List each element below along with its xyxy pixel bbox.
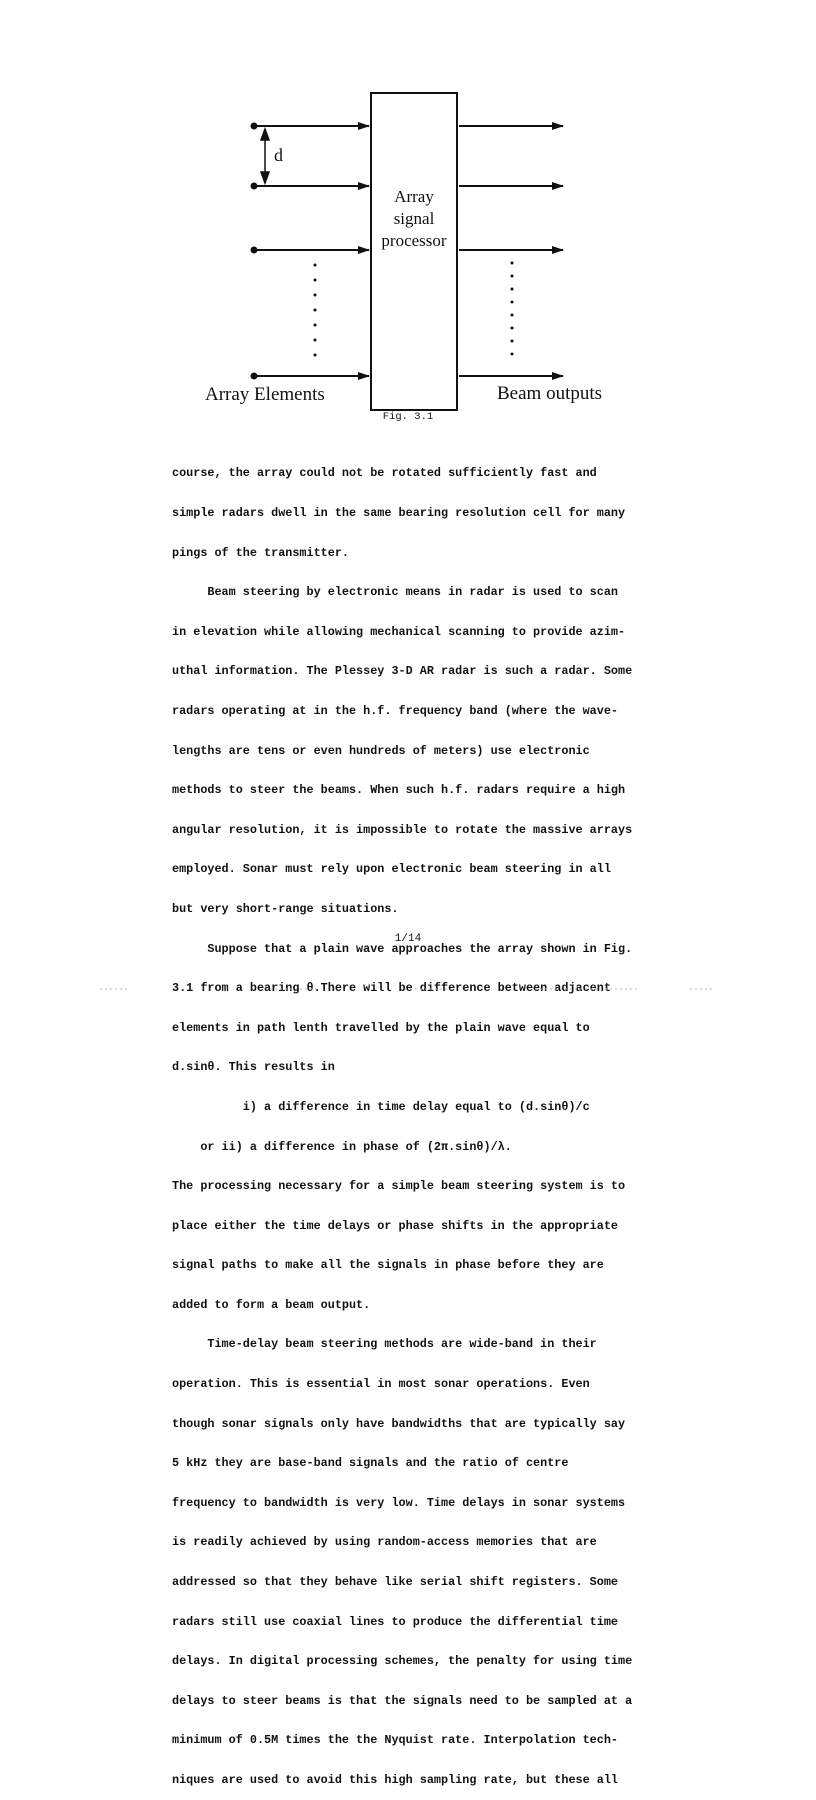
input-continuation-dots bbox=[314, 264, 317, 357]
text-line: minimum of 0.5M times the the Nyquist rate. Interpolation tech- bbox=[172, 1733, 618, 1748]
inputs-label: Array Elements bbox=[205, 384, 325, 405]
text-line: Time-delay beam steering methods are wide-band in their bbox=[172, 1337, 597, 1352]
text-line: elements in path lenth travelled by the plain wave equal to bbox=[172, 1020, 590, 1035]
text-line: pings of the transmitter. bbox=[172, 545, 349, 560]
array-element-dot bbox=[251, 183, 258, 190]
array-element-dot bbox=[251, 247, 258, 254]
text-line: or ii) a difference in phase of (2π.sinθ)/λ. bbox=[172, 1139, 512, 1154]
text-line: radars still use coaxial lines to produce the differential time bbox=[172, 1614, 618, 1629]
scan-artifact-marks bbox=[0, 985, 816, 995]
processor-block bbox=[371, 93, 457, 410]
text-line: The processing necessary for a simple beam steering system is to bbox=[172, 1179, 626, 1194]
outputs-label: Beam outputs bbox=[497, 383, 603, 404]
text-line: radars operating at in the h.f. frequency band (where the wave- bbox=[172, 703, 618, 718]
output-continuation-dots bbox=[511, 262, 514, 356]
text-line: signal paths to make all the signals in phase before they are bbox=[172, 1258, 604, 1273]
processor-label-line-2: signal bbox=[393, 209, 435, 228]
text-line: employed. Sonar must rely upon electronic beam steering in all bbox=[172, 862, 611, 877]
text-line: operation. This is essential in most sonar operations. Even bbox=[172, 1377, 590, 1392]
text-line: Beam steering by electronic means in radar is used to scan bbox=[172, 585, 618, 600]
text-line: 5 kHz they are base-band signals and the ratio of centre bbox=[172, 1456, 569, 1471]
text-line: addressed so that they behave like serial shift registers. Some bbox=[172, 1575, 618, 1590]
text-line: course, the array could not be rotated sufficiently fast and bbox=[172, 466, 597, 481]
text-line: angular resolution, it is impossible to rotate the massive arrays bbox=[172, 822, 633, 837]
spacing-arrow bbox=[261, 129, 269, 183]
text-line: delays. In digital processing schemes, the penalty for using time bbox=[172, 1654, 633, 1669]
text-line: place either the time delays or phase shifts in the appropriate bbox=[172, 1218, 618, 1233]
text-line: frequency to bandwidth is very low. Time delays in sonar systems bbox=[172, 1495, 626, 1510]
text-line: methods to steer the beams. When such h.f. radars require a high bbox=[172, 783, 626, 798]
text-line: is readily achieved by using random-access memories that are bbox=[172, 1535, 597, 1550]
text-line: i) a difference in time delay equal to (d.sinθ)/c bbox=[172, 1099, 590, 1114]
array-element-dot bbox=[251, 123, 258, 130]
output-beam-lines bbox=[459, 126, 563, 376]
array-element-dot bbox=[251, 373, 258, 380]
text-line: uthal information. The Plessey 3-D AR radar is such a radar. Some bbox=[172, 664, 633, 679]
spacing-label: d bbox=[274, 145, 283, 165]
text-line: Suppose that a plain wave approaches the array shown in Fig. bbox=[172, 941, 633, 956]
processor-label-line-3: processor bbox=[381, 231, 447, 250]
array-element-dots bbox=[251, 123, 258, 380]
text-line: lengths are tens or even hundreds of meters) use electronic bbox=[172, 743, 590, 758]
text-line: d.sinθ. This results in bbox=[172, 1060, 335, 1075]
text-line: in elevation while allowing mechanical scanning to provide azim- bbox=[172, 624, 626, 639]
figure-caption: Fig. 3.1 bbox=[382, 411, 434, 423]
array-processor-diagram bbox=[0, 0, 816, 440]
text-line: added to form a beam output. bbox=[172, 1297, 371, 1312]
input-signal-lines bbox=[254, 126, 369, 376]
text-line: niques are used to avoid this high sampling rate, but these all bbox=[172, 1773, 618, 1787]
processor-label-line-1: Array bbox=[394, 187, 434, 206]
text-line: simple radars dwell in the same bearing resolution cell for many bbox=[172, 506, 626, 520]
body-text bbox=[172, 441, 692, 1800]
text-line: though sonar signals only have bandwidths that are typically say bbox=[172, 1416, 626, 1431]
text-line: delays to steer beams is that the signals need to be sampled at a bbox=[172, 1693, 633, 1708]
text-line: but very short-range situations. bbox=[172, 901, 399, 916]
page-number: 1/14 bbox=[394, 933, 422, 945]
text-line: 3.1 from a bearing θ.There will be difference between adjacent bbox=[172, 981, 611, 996]
